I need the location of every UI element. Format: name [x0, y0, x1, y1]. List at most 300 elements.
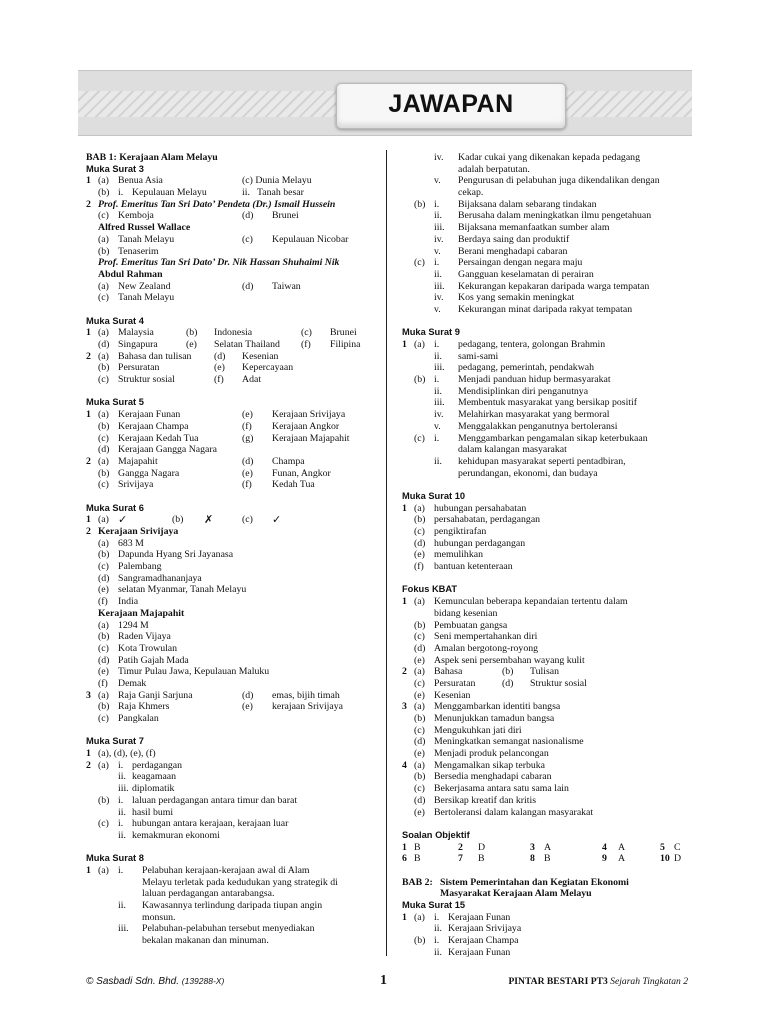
answer-line: [402, 444, 690, 456]
answer-line: [402, 947, 690, 959]
answer-text: v.: [434, 303, 441, 315]
answer-line: [86, 187, 378, 199]
answer-text: (d): [242, 210, 254, 222]
answer-text: 9: [602, 853, 607, 865]
answer-text: Kemunculan beberapa kepandaian tertentu dalam: [434, 596, 628, 608]
answer-text: (b): [98, 245, 110, 257]
answer-line: [402, 631, 690, 643]
answer-text: Dapunda Hyang Sri Jayanasa: [118, 549, 234, 561]
answer-text: (d): [98, 444, 110, 456]
answer-text: Tenaserim: [118, 245, 159, 257]
answer-text: (d): [502, 677, 514, 689]
answer-line: [86, 795, 378, 807]
answer-text: Kota Trowulan: [118, 642, 178, 654]
answer-text: 1: [86, 409, 91, 421]
answer-text: Muka Surat 4: [86, 315, 144, 326]
answer-text: (c): [414, 783, 425, 795]
answer-text: ii.: [434, 268, 442, 280]
answer-line: [402, 912, 690, 924]
answer-text: (a): [414, 911, 425, 923]
answer-text: iii.: [434, 222, 445, 234]
answer-line: [402, 923, 690, 935]
answer-text: emas, bijih timah: [272, 689, 340, 701]
answer-text: Amalan bergotong-royong: [434, 642, 539, 654]
answer-text: (d): [98, 572, 110, 584]
answer-text: 1294 M: [118, 619, 149, 631]
answer-text: v.: [434, 245, 441, 257]
answer-line: [402, 620, 690, 632]
answer-text: (a): [98, 409, 109, 421]
answer-text: kemakmuran ekonomi: [132, 829, 220, 841]
answer-line: [86, 175, 378, 187]
answer-text: (c): [242, 233, 253, 245]
answer-line: [86, 701, 378, 713]
answer-text: 2: [86, 350, 91, 362]
answer-text: 1: [86, 864, 91, 876]
answer-text: (g): [242, 432, 254, 444]
answer-text: Raja Khmers: [118, 701, 170, 713]
answer-line: [86, 655, 378, 667]
answer-text: (c): [98, 210, 109, 222]
book-title: PINTAR BESTARI PT3: [508, 976, 608, 987]
answer-text: D: [674, 853, 682, 865]
answer-text: Pengurusan di pelabuhan juga dikendalikan dengan: [458, 175, 660, 187]
answer-text: A: [544, 841, 552, 853]
answer-text: Demak: [118, 677, 147, 689]
answer-text: i.: [118, 794, 124, 806]
answer-line: [402, 397, 690, 409]
answer-text: i.: [118, 864, 124, 876]
answer-line: [86, 783, 378, 795]
answer-text: (b): [186, 327, 198, 339]
answer-text: (b): [98, 362, 110, 374]
answer-text: iv.: [434, 409, 444, 421]
answer-line: [86, 257, 378, 269]
answer-text: Persaingan dengan negara maju: [458, 257, 583, 269]
answer-text: (c): [98, 479, 109, 491]
answer-text: pedagang, tentera, golongan Brahmin: [458, 339, 606, 350]
answer-text: Berusaha dalam meningkatkan ilmu pengetahuan: [458, 210, 652, 222]
answer-line: [402, 596, 690, 608]
section-heading: [86, 164, 378, 176]
answer-text: Pangkalan: [118, 713, 159, 724]
answer-text: Melayu terletak pada kedudukan yang strategik di: [142, 876, 338, 888]
answer-text: (d): [414, 736, 426, 748]
answer-text: Selatan Thailand: [214, 339, 280, 350]
answer-line: [402, 281, 690, 293]
answer-mark: ✓: [272, 513, 282, 527]
answer-text: 6: [402, 853, 407, 865]
answer-text: Singapura: [118, 339, 158, 350]
section-heading: [402, 900, 690, 912]
answer-line: [402, 842, 690, 854]
answer-line: [402, 748, 690, 760]
answer-text: Patih Gajah Mada: [118, 654, 189, 666]
answer-text: adalah berpatutan.: [458, 163, 530, 175]
answer-text: laluan perdagangan antarabangsa.: [142, 888, 275, 900]
answer-text: Pelabuhan kerajaan-kerajaan awal di Alam: [142, 864, 310, 876]
answer-text: Melahirkan masyarakat yang bermoral: [458, 409, 610, 421]
answer-text: Muka Surat 10: [402, 490, 466, 501]
answer-text: (c): [414, 526, 425, 537]
answer-line: [402, 468, 690, 480]
answer-text: (a): [414, 701, 425, 713]
answer-text: Gangguan keselamatan di perairan: [458, 268, 594, 280]
answer-text: pengiktirafan: [434, 526, 487, 537]
answer-text: ii.: [118, 900, 126, 911]
answer-text: 4: [602, 841, 607, 853]
answer-line: [402, 386, 690, 398]
answer-text: i.: [434, 432, 440, 444]
answer-text: (b): [98, 187, 110, 199]
section-heading: [402, 584, 690, 596]
answer-text: (c): [242, 514, 253, 526]
answer-line: [402, 853, 690, 865]
answer-line: [86, 818, 378, 830]
answer-text: Seni mempertahankan diri: [434, 631, 538, 643]
answer-text: Srivijaya: [118, 479, 154, 491]
answer-text: (d): [242, 280, 254, 292]
answer-line: [86, 608, 378, 620]
answer-text: Aspek seni persembahan wayang kulit: [434, 654, 585, 666]
answer-text: i.: [434, 935, 440, 947]
answer-line: [86, 631, 378, 643]
answer-text: Bahasa dan tulisan: [118, 350, 192, 362]
answer-text: (a): [98, 175, 109, 187]
answer-text: (f): [214, 374, 224, 386]
answer-line: [86, 269, 378, 281]
answer-text: Menunjukkan tamadun bangsa: [434, 713, 555, 724]
answer-text: (f): [301, 339, 311, 350]
answer-text: (b): [98, 467, 110, 479]
answer-text: Bersedia menghadapi cabaran: [434, 771, 552, 783]
answer-line: [402, 807, 690, 819]
answer-text: Bekerjasama antara satu sama lain: [434, 783, 569, 795]
answer-text: (a): [98, 455, 109, 467]
answer-text: BAB 2:: [402, 876, 433, 888]
answer-line: [402, 339, 690, 351]
answer-text: ii.: [118, 806, 126, 818]
answer-text: (a): [414, 502, 425, 514]
answer-text: Pelabuhan-pelabuhan tersebut menyediakan: [142, 923, 315, 935]
answer-text: persahabatan, perdagangan: [434, 514, 541, 526]
answer-text: (c): [414, 724, 425, 736]
answer-text: keagamaan: [132, 771, 177, 783]
answer-text: Kepulauan Melayu: [132, 187, 207, 199]
answer-text: Muka Surat 5: [86, 397, 144, 408]
answer-text: iii.: [118, 783, 129, 795]
answer-text: (c): [414, 677, 425, 689]
answer-text: Bahasa: [434, 666, 463, 678]
answer-text: Membentuk masyarakat yang bersikap positif: [458, 397, 638, 409]
answer-text: (d): [414, 794, 426, 806]
answer-text: ii.: [434, 923, 442, 935]
answer-text: Indonesia: [214, 327, 253, 339]
answer-line: [86, 561, 378, 573]
answer-text: hubungan persahabatan: [434, 502, 527, 514]
answer-text: Muka Surat 6: [86, 502, 144, 513]
answer-line: [402, 561, 690, 573]
answer-text: Sistem Pemerintahan dan Kegiatan Ekonomi: [440, 876, 629, 888]
answer-text: (d): [242, 689, 254, 701]
answer-line: [86, 199, 378, 211]
section-heading: [86, 397, 378, 409]
answer-text: 3: [86, 689, 91, 701]
spacer: [402, 479, 690, 491]
answer-text: (a): [414, 596, 425, 608]
answer-line: [86, 281, 378, 293]
answer-line: [402, 421, 690, 433]
answer-text: perdagangan: [132, 759, 183, 771]
answer-line: [86, 596, 378, 608]
answer-text: Kerajaan Champa: [118, 420, 189, 432]
answer-text: Muka Surat 15: [402, 900, 466, 910]
footer-book: [508, 976, 688, 987]
answer-text: Kadar cukai yang dikenakan kepada pedagang: [458, 152, 640, 163]
answer-text: Menggambarkan pengamalan sikap keterbukaan: [458, 432, 648, 444]
spacer: [86, 842, 378, 854]
answer-text: kehidupan masyarakat seperti pentadbiran,: [458, 455, 626, 467]
answer-text: Struktur sosial: [530, 677, 587, 689]
answer-line: [86, 210, 378, 222]
answer-line: [86, 549, 378, 561]
answer-text: Malaysia: [118, 327, 154, 339]
answer-text: Bijaksana dalam sebarang tindakan: [458, 198, 597, 210]
answer-text: Menjadi panduan hidup bermasyarakat: [458, 374, 611, 386]
answer-text: hubungan antara kerajaan, kerajaan luar: [132, 818, 289, 830]
answer-text: New Zealand: [118, 280, 171, 292]
answer-text: Champa: [272, 455, 305, 467]
answer-text: (b): [414, 374, 426, 386]
answer-text: 3: [530, 841, 535, 853]
answer-text: Kedah Tua: [272, 479, 315, 491]
answer-text: ii.: [434, 946, 442, 958]
answer-text: (b): [98, 549, 110, 561]
answer-text: Menggalakkan penganutnya bertoleransi: [458, 420, 618, 432]
answer-line: [86, 456, 378, 468]
answer-text: (a): [98, 759, 109, 771]
answer-text: Fokus KBAT: [402, 584, 458, 595]
answer-text: Gangga Nagara: [118, 467, 180, 479]
answer-text: 10: [660, 853, 670, 865]
answer-line: [402, 164, 690, 176]
answer-text: Kerajaan Majapahit: [272, 432, 350, 444]
answer-line: [402, 608, 690, 620]
answer-text: hasil bumi: [132, 806, 174, 818]
answer-text: Adat: [242, 374, 262, 386]
answer-line: [86, 421, 378, 433]
answer-text: ii.: [118, 829, 126, 841]
answer-text: (a): [414, 759, 425, 771]
book-subject: Sejarah Tingkatan 2: [610, 976, 688, 987]
answer-text: (d): [414, 537, 426, 549]
answer-text: Raja Ganji Sarjuna: [118, 689, 193, 701]
answer-text: (b): [98, 794, 110, 806]
section-heading: [402, 491, 690, 503]
answer-text: Kepulauan Nicobar: [272, 233, 349, 245]
answer-text: (f): [242, 479, 252, 491]
answer-line: [86, 888, 378, 900]
answer-text: Abdul Rahman: [98, 268, 163, 280]
answer-text: (b): [98, 701, 110, 713]
answer-text: (a): [414, 666, 425, 678]
answer-text: ii.: [242, 187, 250, 199]
answer-line: [402, 292, 690, 304]
answer-text: iv.: [434, 152, 444, 163]
answer-text: Kerajaan Funan: [448, 946, 511, 958]
answer-line: [86, 666, 378, 678]
answer-line: [402, 374, 690, 386]
answer-line: [86, 468, 378, 480]
answer-line: [86, 362, 378, 374]
answer-text: i.: [434, 339, 440, 350]
answer-text: iv.: [434, 233, 444, 245]
answer-text: (b): [414, 514, 426, 526]
section-heading: [86, 736, 378, 748]
section-heading: [86, 316, 378, 328]
chapter-heading: [402, 877, 690, 889]
answer-line: [86, 912, 378, 924]
answer-text: (a): [98, 280, 109, 292]
answer-text: (e): [242, 467, 253, 479]
answer-text: 1: [86, 327, 91, 339]
answer-text: iii.: [118, 923, 129, 935]
answer-text: Menjadi produk pelancongan: [434, 748, 549, 760]
answer-text: B: [414, 841, 421, 853]
answer-line: [402, 246, 690, 258]
answer-text: Timur Pulau Jawa, Kepulauan Maluku: [118, 666, 270, 678]
answer-text: i.: [118, 187, 124, 199]
answer-line: [86, 234, 378, 246]
answer-text: (a): [98, 327, 109, 339]
answer-line: [402, 503, 690, 515]
answer-line: [402, 795, 690, 807]
answer-text: Kerajaan Srivijaya: [98, 526, 179, 537]
answer-line: [402, 456, 690, 468]
spacer: [402, 316, 690, 328]
answer-text: Tulisan: [530, 666, 560, 678]
answer-line: [402, 538, 690, 550]
answer-line: [402, 666, 690, 678]
answer-text: pedagang, pemerintah, pendakwah: [458, 362, 595, 374]
answer-text: Kekurangan minat daripada rakyat tempatan: [458, 303, 633, 315]
answer-text: memulihkan: [434, 549, 483, 561]
answer-text: bantuan ketenteraan: [434, 561, 513, 573]
answer-text: Kerajaan Angkor: [272, 420, 340, 432]
answer-text: ii.: [118, 771, 126, 783]
spacer: [86, 386, 378, 398]
answer-line: [86, 526, 378, 538]
answer-text: sami-sami: [458, 350, 499, 362]
answer-text: i.: [434, 257, 440, 269]
answer-line: [86, 327, 378, 339]
answer-text: (a): [98, 864, 109, 876]
answer-text: 2: [458, 841, 463, 853]
answer-text: monsun.: [142, 911, 176, 923]
answer-text: 2: [86, 455, 91, 467]
answer-text: (b): [414, 198, 426, 210]
answer-line: [86, 374, 378, 386]
answer-line: [86, 760, 378, 772]
answer-line: [402, 351, 690, 363]
answer-text: 7: [458, 853, 463, 865]
answer-text: dalam kalangan masyarakat: [458, 444, 567, 456]
answer-line: [86, 620, 378, 632]
footer-publisher: [86, 976, 224, 987]
answer-text: 1: [402, 911, 407, 923]
answer-text: 5: [660, 841, 665, 853]
answer-line: [86, 573, 378, 585]
answer-text: Masyarakat Kerajaan Alam Melayu: [440, 888, 592, 900]
answer-text: iii.: [434, 280, 445, 292]
answer-text: Mendisiplinkan diri penganutnya: [458, 385, 589, 397]
answer-line: [402, 655, 690, 667]
answer-line: [402, 783, 690, 795]
answer-text: Berdaya saing dan produktif: [458, 233, 570, 245]
section-heading: [86, 503, 378, 515]
answer-text: (b): [172, 514, 184, 526]
answer-text: (c): [301, 327, 312, 339]
answer-text: iv.: [434, 292, 444, 304]
answer-text: Brunei: [272, 210, 299, 222]
answer-text: 2: [86, 759, 91, 771]
answer-text: (c): [414, 257, 425, 269]
answer-column-right: [402, 152, 690, 958]
answer-text: (f): [414, 561, 424, 573]
answer-text: B: [544, 853, 551, 865]
answer-text: Persuratan: [118, 362, 160, 374]
answer-text: 1: [86, 748, 91, 760]
answer-text: (a): [414, 339, 425, 350]
answer-text: Alfred Russel Wallace: [98, 222, 191, 234]
chapter-heading: [402, 888, 690, 900]
section-heading: [402, 830, 690, 842]
page-title: JAWAPAN: [388, 90, 514, 118]
answer-line: [86, 538, 378, 550]
answer-text: (a): [98, 514, 109, 526]
answer-line: [402, 304, 690, 316]
answer-text: B: [478, 853, 485, 865]
answer-text: (d): [214, 350, 226, 362]
answer-text: 1: [86, 514, 91, 526]
answer-text: Kerajaan Kedah Tua: [118, 432, 199, 444]
answer-text: Muka Surat 8: [86, 853, 144, 864]
answer-text: A: [618, 853, 626, 865]
answer-text: i.: [118, 818, 124, 830]
answer-text: Majapahit: [118, 455, 158, 467]
answer-text: (b): [414, 771, 426, 783]
answer-text: (a): [98, 619, 109, 631]
answer-text: i.: [434, 374, 440, 386]
section-heading: [86, 853, 378, 865]
answer-text: (a): [98, 537, 109, 549]
answer-text: Bijaksana memanfaatkan sumber alam: [458, 222, 610, 234]
answer-line: [402, 771, 690, 783]
answer-line: [402, 175, 690, 187]
answer-text: Kerajaan Funan: [118, 409, 181, 421]
answer-line: [402, 222, 690, 234]
answer-text: selatan Myanmar, Tanah Melayu: [118, 584, 247, 596]
answer-text: (c): [414, 432, 425, 444]
answer-text: (c): [98, 432, 109, 444]
answer-text: (a), (d), (e), (f): [98, 748, 156, 760]
answer-text: (e): [414, 654, 425, 666]
answer-mark: ✗: [204, 513, 214, 527]
spacer: [86, 725, 378, 737]
answer-line: [86, 713, 378, 725]
answer-text: D: [478, 841, 486, 853]
answer-text: Prof. Emeritus Tan Sri Dato’ Pendeta (Dr.) Ismail Hussein: [98, 198, 336, 210]
